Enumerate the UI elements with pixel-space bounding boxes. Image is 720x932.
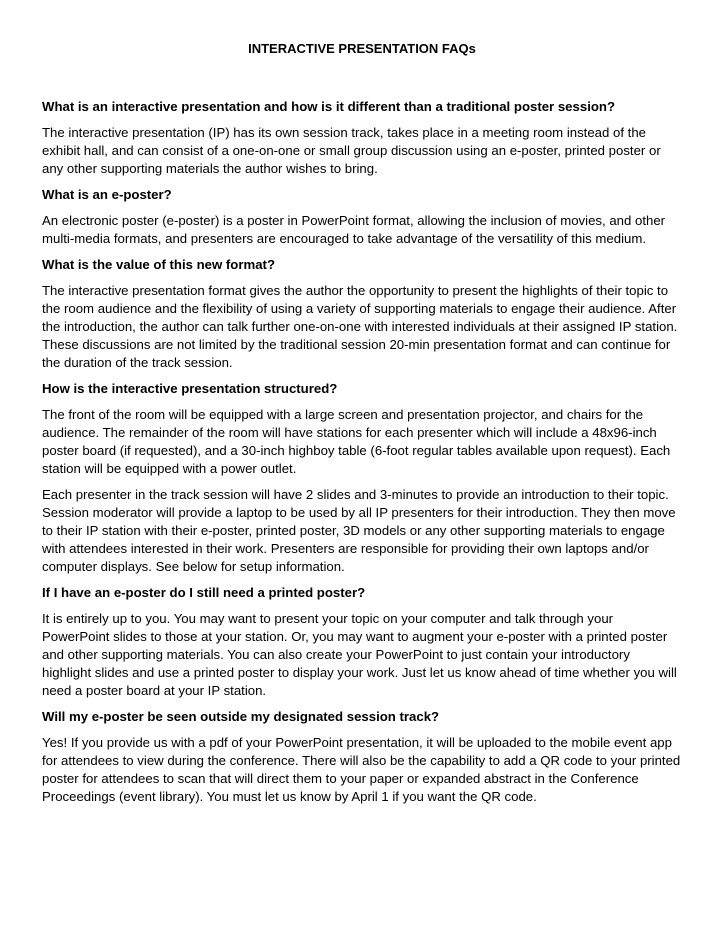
faq-section-2 xyxy=(42,186,682,248)
faq-section-4 xyxy=(42,380,682,576)
faq-section-5 xyxy=(42,584,682,700)
document-page xyxy=(42,40,682,814)
faq-section-6 xyxy=(42,708,682,806)
document-title: INTERACTIVE PRESENTATION FAQs xyxy=(248,41,476,56)
faq-question: What is an interactive presentation and how is it different than a traditional poster session? xyxy=(42,99,616,114)
faq-answer: The front of the room will be equipped with a large screen and presentation projector, and chairs for the audience. The remainder of the room will have stations for each presenter which will include a 48x96-inch poster board (if requested), and a 30-inch highboy table (6-foot regular tables available upon request). Each station will be equipped with a power outlet. xyxy=(42,407,671,476)
faq-question: If I have an e-poster do I still need a printed poster? xyxy=(42,585,366,600)
faq-question: What is the value of this new format? xyxy=(42,257,276,272)
faq-question: What is an e-poster? xyxy=(42,187,172,202)
faq-answer: Each presenter in the track session will have 2 slides and 3-minutes to provide an introduction to their topic. Session moderator will provide a laptop to be used by all IP presenters for their introduction. They then move to their IP station with their e-poster, printed poster, 3D models or any other supporting materials to engage with attendees interested in their work. Presenters are responsible for providing their own laptops and/or computer displays. See below for setup information. xyxy=(42,487,676,574)
faq-answer: It is entirely up to you. You may want to present your topic on your computer and talk through your PowerPoint slides to those at your station. Or, you may want to augment your e-poster with a printed poster and other supporting materials. You can also create your PowerPoint to just contain your introductory highlight slides and use a printed poster to display your work. Just let us know ahead of time whether you will need a poster board at your IP station. xyxy=(42,611,677,698)
faq-answer: The interactive presentation format gives the author the opportunity to present the highlights of their topic to the room audience and the flexibility of using a variety of supporting materials to engage their audience. After the introduction, the author can talk further one-on-one with interested individuals at their assigned IP station. These discussions are not limited by the traditional session 20-min presentation format and can continue for the duration of the track session. xyxy=(42,283,678,370)
faq-answer: The interactive presentation (IP) has its own session track, takes place in a meeting room instead of the exhibit hall, and can consist of a one-on-one or small group discussion using an e-poster, printed poster or any other supporting materials the author wishes to bring. xyxy=(42,125,661,176)
faq-answer: An electronic poster (e-poster) is a poster in PowerPoint format, allowing the inclusion of movies, and other multi-media formats, and presenters are encouraged to take advantage of the versatility of this medium. xyxy=(42,213,666,246)
faq-answer: Yes! If you provide us with a pdf of your PowerPoint presentation, it will be uploaded to the mobile event app for attendees to view during the conference. There will also be the capability to add a QR code to your printed poster for attendees to scan that will direct them to your paper or expanded abstract in the Conference Proceedings (event library). You must let us know by April 1 if you want the QR code. xyxy=(42,735,681,804)
faq-question: Will my e-poster be seen outside my designated session track? xyxy=(42,709,440,724)
faq-section-1 xyxy=(42,98,682,178)
faq-question: How is the interactive presentation structured? xyxy=(42,381,338,396)
faq-section-3 xyxy=(42,256,682,372)
